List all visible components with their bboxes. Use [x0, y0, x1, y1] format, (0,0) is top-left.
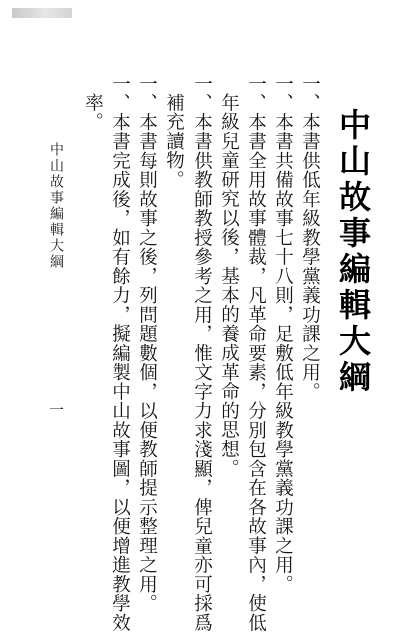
outline-item-1: 一、本書供低年級教學黨義功課之用。 [299, 74, 321, 402]
outline-item-3: 一、本書全用故事體裁，凡革命要素，分別包含在各故事內，使低 [245, 74, 267, 632]
library-stamp [12, 8, 72, 18]
outline-item-2: 一、本書共備故事七十八則，足敷低年級教學黨義功課之用。 [272, 74, 294, 594]
outline-item-6-continued: 率。 [82, 93, 104, 132]
outline-item-6: 一、本書完成後，如有餘力，擬編製中山故事圖，以便增進教學效 [109, 74, 131, 632]
running-title: 中山故事編輯大綱 [48, 142, 64, 270]
outline-item-4: 一、本書供教師教授參考之用，惟文字力求淺顯，俾兒童亦可採爲 [191, 74, 213, 632]
page-title: 中山故事編輯大綱 [334, 108, 372, 396]
outline-item-5: 一、本書每則故事之後，列問題數個，以便教師提示整理之用。 [136, 74, 158, 613]
page-number: 一 [47, 402, 65, 417]
outline-item-4-continued: 補充讀物。 [163, 93, 185, 190]
outline-item-3-continued: 年級兒童研究以後，基本的養成革命的思想。 [218, 93, 240, 478]
